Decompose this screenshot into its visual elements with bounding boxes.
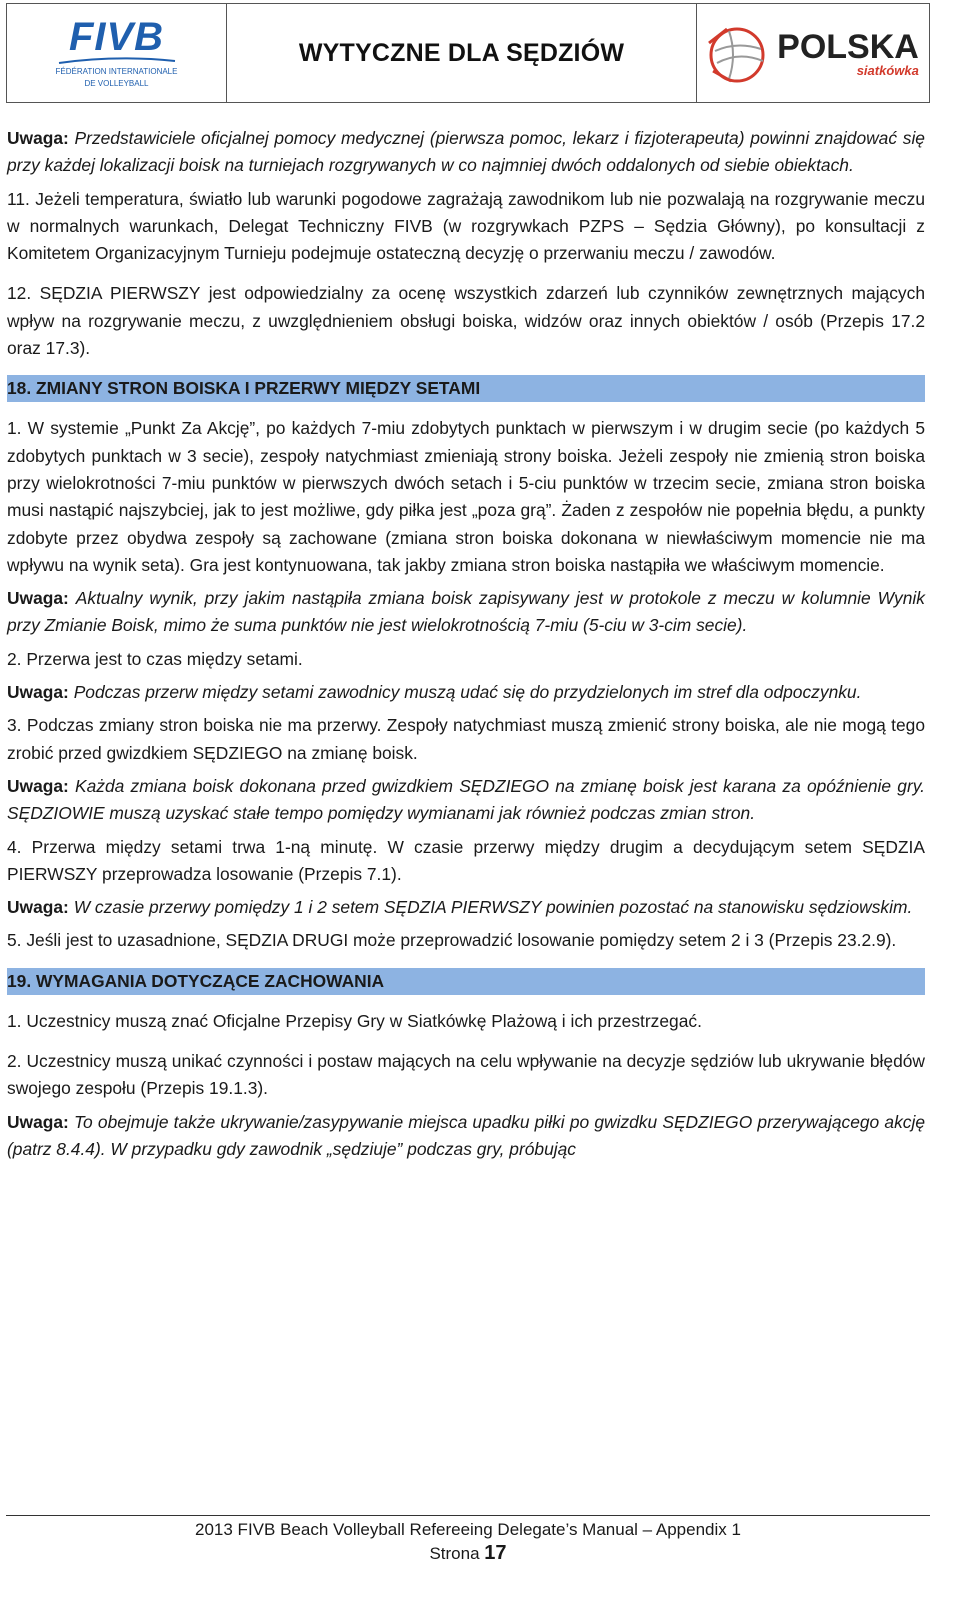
note-label: Uwaga: — [7, 588, 69, 609]
section-heading: 18. ZMIANY STRON BOISKA I PRZERWY MIĘDZY SETAMI — [7, 375, 925, 402]
note-paragraph — [7, 125, 925, 180]
note-label: Uwaga: — [7, 775, 69, 796]
fivb-logo-swoosh-icon — [57, 57, 177, 65]
header-title-cell — [227, 4, 697, 102]
body-paragraph: 11. Jeżeli temperatura, światło lub warunki pogodowe zagrażają zawodnikom lub nie pozwalają na rozgrywanie meczu w normalnych warunkach, Delegat Techniczny FIVB (w rozgrywkach PZPS – Sędzia Główny), po konsultacji z Komitetem Organizacyjnym Turnieju podejmuje ostateczną decyzję o przerwaniu meczu / zawodów. — [7, 188, 925, 264]
footer-manual-title: 2013 FIVB Beach Volleyball Refereeing Delegate’s Manual – Appendix 1 — [195, 1520, 741, 1539]
note-text: Podczas przerw między setami zawodnicy muszą udać się do przydzielonych im stref dla odpoczynku. — [73, 682, 862, 703]
note-paragraph — [7, 1109, 925, 1164]
body-paragraph: 12. SĘDZIA PIERWSZY jest odpowiedzialny za ocenę wszystkich zdarzeń lub czynników zewnętrznych mających wpływ na rozgrywanie meczu, z uwzględnieniem obsługi boiska, widzów oraz innych obiektów / osób (Przepis 17.2 oraz 17.3). — [7, 283, 925, 359]
note-text: W czasie przerwy pomiędzy 1 i 2 setem SĘDZIA PIERWSZY powinien pozostać na stanowisku sędziowskim. — [73, 897, 913, 918]
note-label: Uwaga: — [7, 682, 69, 703]
note-paragraph — [7, 894, 925, 921]
footer-page-number: 17 — [484, 1542, 507, 1564]
polska-logo-cell — [697, 4, 929, 102]
note-label: Uwaga: — [7, 1111, 69, 1132]
body-paragraph: 1. Uczestnicy muszą znać Oficjalne Przepisy Gry w Siatkówkę Plażową i ich przestrzegać. — [7, 1010, 702, 1031]
body-paragraph: 2. Uczestnicy muszą unikać czynności i postaw mających na celu wpływanie na decyzje sędziów lub ukrywanie błędów swojego zespołu (Przepis 19.1.3). — [7, 1051, 925, 1099]
note-label: Uwaga: — [7, 897, 69, 918]
note-text: Przedstawiciele oficjalnej pomocy medycznej (pierwsza pomoc, lekarz i fizjoterapeuta) powinni znajdować się przy każdej lokalizacji boisk na turniejach rozgrywanych w co najmniej dwóch oddalonych od siebie obiektach. — [7, 128, 925, 176]
fivb-logo — [56, 17, 178, 89]
page-title: WYTYCZNE DLA SĘDZIÓW — [298, 38, 625, 67]
note-paragraph — [7, 585, 925, 640]
note-label: Uwaga: — [7, 128, 69, 148]
body-paragraph: 2. Przerwa jest to czas między setami. — [7, 648, 303, 669]
polska-logo-text — [777, 27, 919, 78]
body-paragraph: 1. W systemie „Punkt Za Akcję”, po każdych 7-miu zdobytych punktach w pierwszym i w drugim secie (po każdych 5 zdobytych punktach w 3 secie), zespoły natychmiast zmieniają strony boiska. Jeżeli zespoły nie zmienią stron boiska przy wielokrotności 7-miu punktów w pierwszych dwóch setach i 5-ciu punktów w trzecim secie, zmiana stron boiska musi nastąpić najszybciej, jak to jest możliwe, gdy piłka jest „poza grą”. Żaden z zespołów nie popełnia błędu, a punkty zdobyte przez obydwa zespoły są zachowane (zmiana stron boiska dokonana w niewłaściwym momencie nie ma wpływu na wynik seta). Gra jest kontynuowana, tak jakby zmiana stron boiska nastąpiła we właściwym momencie. — [7, 418, 925, 575]
body-paragraph: 4. Przerwa między setami trwa 1-ną minutę. W czasie przerwy między drugim a decydującym setem SĘDZIA PIERWSZY przeprowadza losowanie (Przepis 7.1). — [7, 836, 925, 884]
note-text: Aktualny wynik, przy jakim nastąpiła zmiana boisk zapisywany jest w protokole z meczu w kolumnie Wynik przy Zmianie Boisk, mimo że suma punktów nie jest wielokrotnością 7-miu (5-ciu w 3-cim secie). — [7, 588, 925, 636]
fivb-logo-sub1: FÉDÉRATION INTERNATIONALE — [55, 67, 178, 76]
fivb-logo-word: FIVB — [68, 15, 165, 59]
volleyball-icon — [707, 21, 771, 85]
polska-logo-word: POLSKA — [777, 27, 919, 66]
section-heading: 19. WYMAGANIA DOTYCZĄCE ZACHOWANIA — [7, 968, 925, 995]
footer-page-label: Strona — [429, 1544, 480, 1563]
fivb-logo-sub2: DE VOLLEYBALL — [84, 79, 149, 88]
note-paragraph — [7, 773, 925, 828]
body-paragraph: 3. Podczas zmiany stron boiska nie ma przerwy. Zespoły natychmiast muszą zmienić strony boiska, ale nie mogą tego zrobić przed gwizdkiem SĘDZIEGO na zmianę boisk. — [7, 715, 925, 763]
note-text: To obejmuje także ukrywanie/zasypywanie miejsca upadku piłki po gwizdku SĘDZIEGO przerywającego akcję (patrz 8.4.4). W przypadku gdy zawodnik „sędziuje” podczas gry, próbując — [7, 1111, 925, 1159]
page-footer — [6, 1515, 930, 1565]
page-header — [6, 3, 930, 103]
note-text: Każda zmiana boisk dokonana przed gwizdkiem SĘDZIEGO na zmianę boisk jest karana za opóźnienie gry. SĘDZIOWIE muszą uzyskać stałe tempo pomiędzy wymianami jak również podczas zmian stron. — [7, 775, 925, 824]
note-paragraph — [7, 679, 925, 706]
fivb-logo-cell — [7, 4, 227, 102]
polska-logo-sub: siatkówka — [856, 62, 919, 78]
document-body — [7, 125, 925, 1169]
body-paragraph: 5. Jeśli jest to uzasadnione, SĘDZIA DRUGI może przeprowadzić losowanie pomiędzy setem 2 i 3 (Przepis 23.2.9). — [7, 930, 897, 951]
polska-logo — [707, 21, 919, 85]
footer-page — [6, 1542, 930, 1565]
